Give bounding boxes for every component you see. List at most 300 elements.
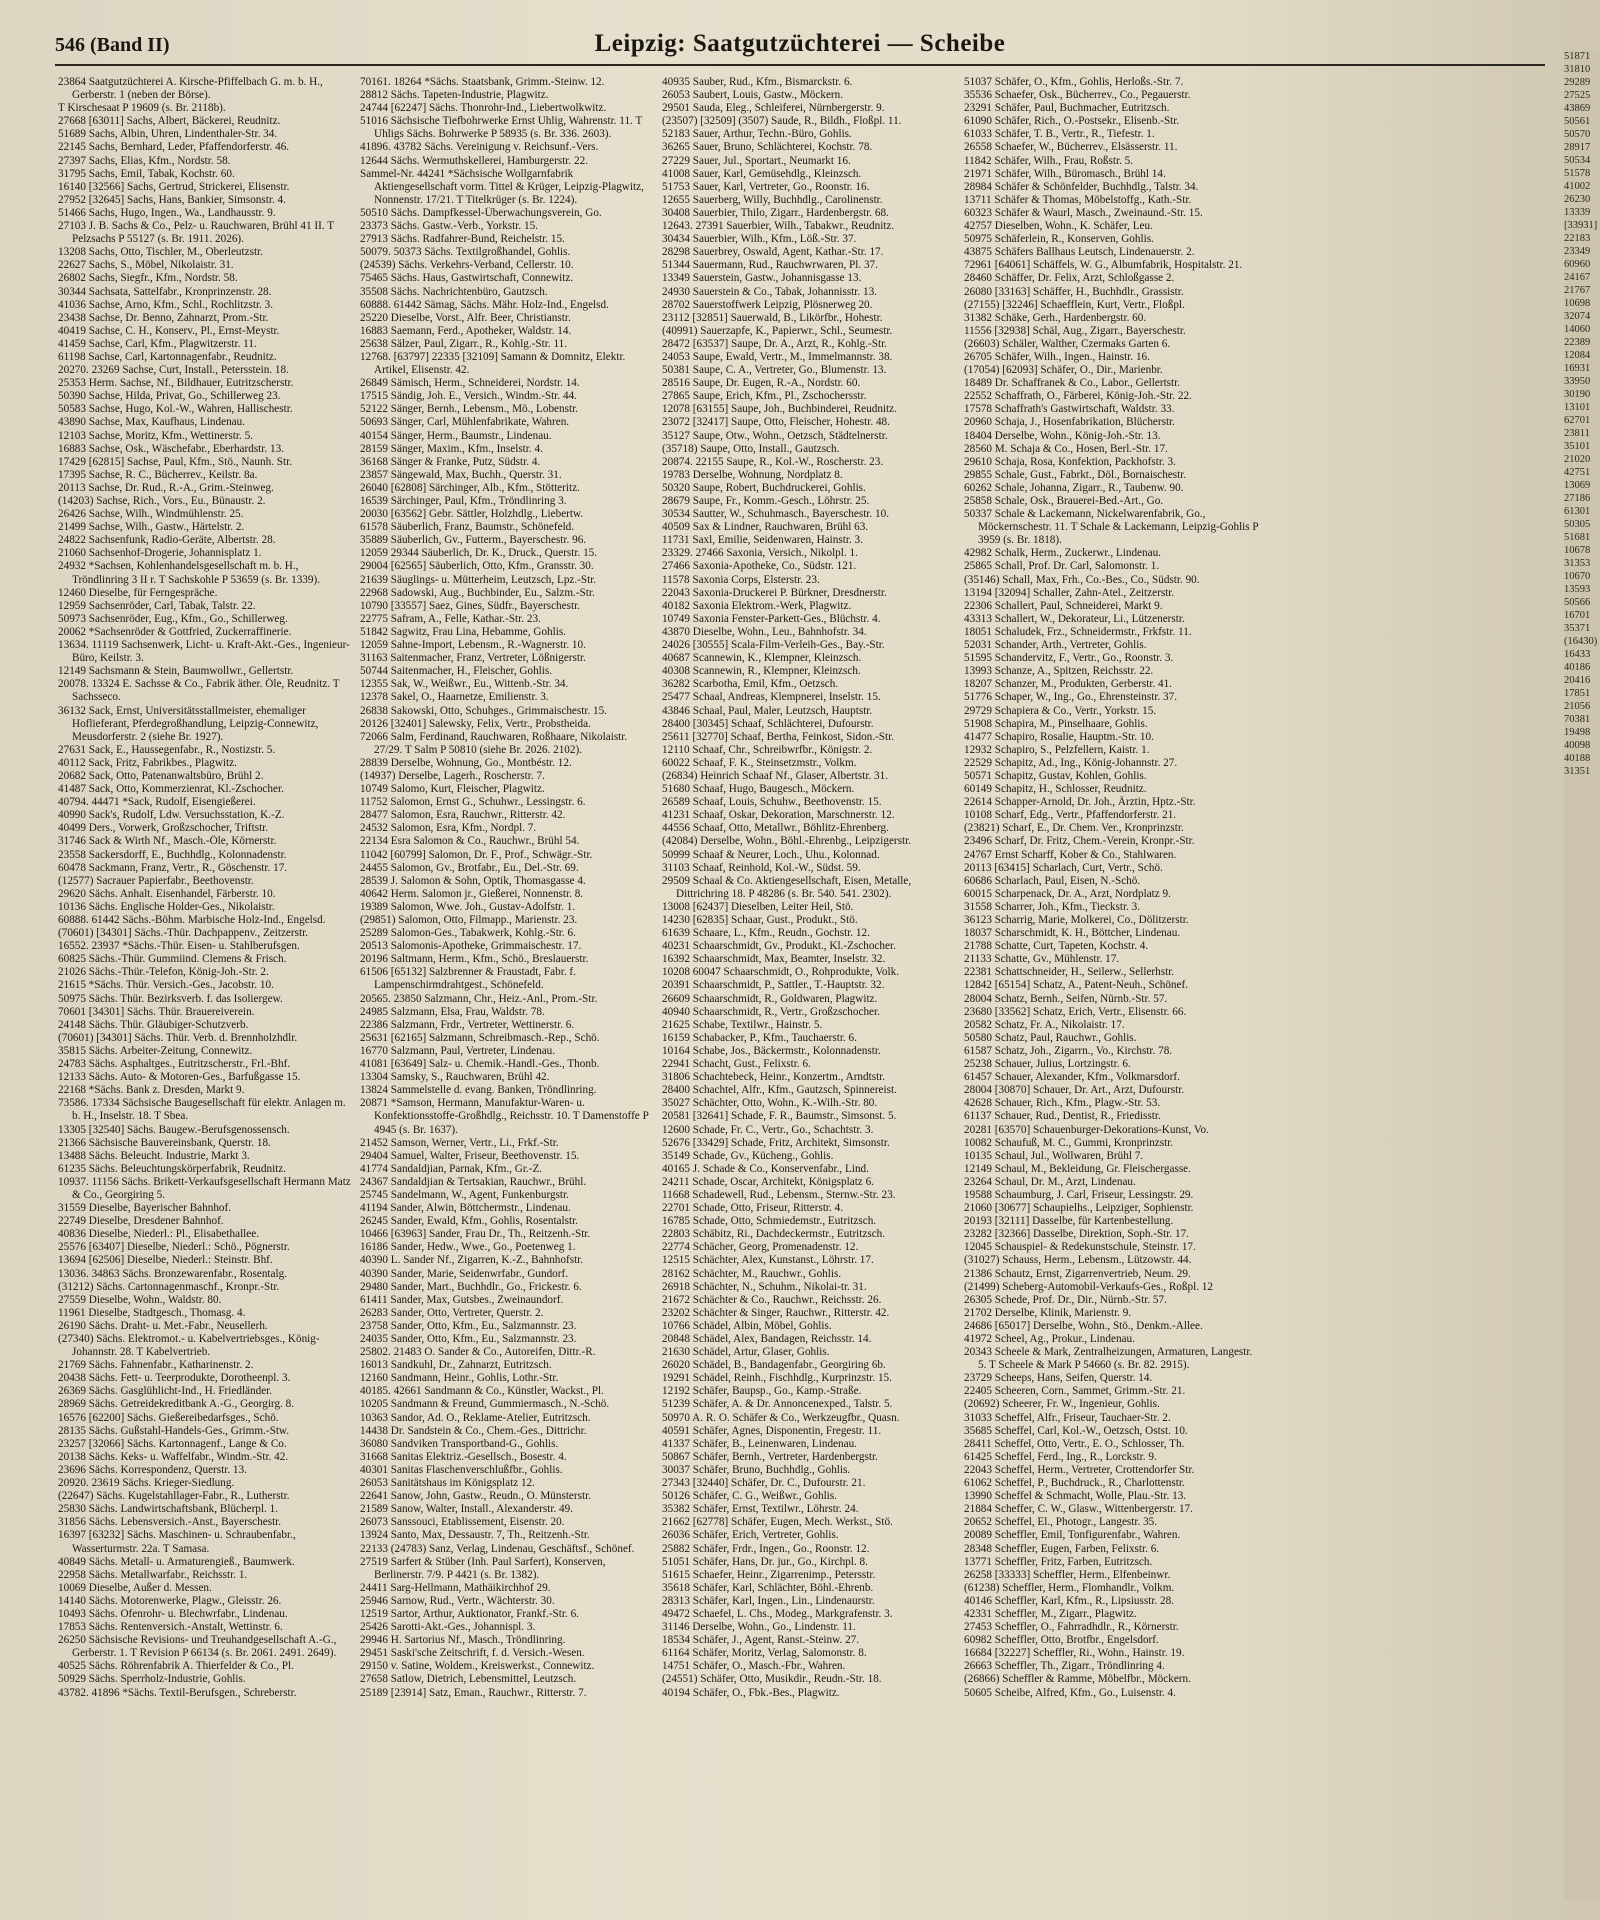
directory-entry: 10164 Schabe, Jos., Bäckermstr., Kolonnadenstr.: [662, 1044, 881, 1057]
directory-entry: 60323 Schäfer & Waurl, Masch., Zweinaund.-Str. 15.: [964, 206, 1203, 219]
margin-number: 40186: [1564, 662, 1591, 673]
directory-entry: 26053 Saubert, Louis, Gastw., Möckern.: [662, 89, 844, 102]
directory-entry: 11578 Saxonia Corps, Elsterstr. 23.: [662, 573, 820, 586]
margin-number: 19498: [1564, 727, 1591, 738]
directory-entry: 10108 Scharf, Edg., Vertr., Pfaffendorferstr. 21.: [964, 809, 1177, 822]
directory-entry: 50580 Schatz, Paul, Rauchwr., Gohlis.: [964, 1031, 1137, 1044]
directory-entry: 35889 Säuberlich, Gv., Futterm., Bayerschestr. 96.: [360, 534, 587, 547]
directory-entry: 12655 Sauerberg, Willy, Buchhdlg., Carolinenstr.: [662, 193, 883, 206]
margin-number: 23811: [1564, 428, 1590, 439]
directory-entry: 28984 Schäfer & Schönfelder, Buchhdlg., Talstr. 34.: [964, 180, 1199, 193]
directory-entry: 52183 Sauer, Arthur, Techn.-Büro, Gohlis.: [662, 128, 852, 141]
directory-entry: 41194 Sander, Alwin, Böttchermstr., Lindenau.: [360, 1202, 571, 1215]
directory-entry: 13488 Sächs. Beleucht. Industrie, Markt 3.: [58, 1149, 250, 1162]
directory-entry: 30037 Schäfer, Bruno, Buchhdlg., Gohlis.: [662, 1463, 851, 1476]
directory-entry: 18207 Schanzer, M., Produkten, Gerberstr. 41.: [964, 678, 1173, 691]
directory-entry: 26426 Sachse, Wilh., Windmühlenstr. 25.: [58, 508, 244, 521]
directory-entry: 10790 [33557] Saez, Gines, Südfr., Bayerschestr.: [360, 599, 580, 612]
directory-entry: 41008 Sauer, Karl, Gemüsehdlg., Kleinzsch.: [662, 167, 862, 180]
margin-number: 30190: [1564, 389, 1591, 400]
directory-entry: 40231 Schaarschmidt, Gv., Produkt., Kl.-Zschocher.: [662, 940, 896, 953]
directory-entry: 16883 Sachse, Osk., Wäschefabr., Eberhardstr. 13.: [58, 442, 284, 455]
directory-entry: 10766 Schädel, Albin, Möbel, Gohlis.: [662, 1319, 832, 1332]
margin-number: 29289: [1564, 77, 1591, 88]
directory-entry: 10937. 11156 Sächs. Brikett-Verkaufsgesellschaft Hermann Matz & Co., Georgiring 5.: [58, 1175, 351, 1201]
directory-entry: 28472 [63537] Saupe, Dr. A., Arzt, R., Kohlg.-Str.: [662, 337, 887, 350]
directory-entry: 25238 Schauer, Julius, Lortzingstr. 6.: [964, 1058, 1131, 1071]
directory-entry: 21662 [62778] Schäfer, Eugen, Mech. Werkst., Stö.: [662, 1516, 893, 1529]
margin-number: 35371: [1564, 623, 1591, 634]
directory-entry: 25745 Sandelmann, W., Agent, Funkenburgstr.: [360, 1188, 569, 1201]
directory-entry: 30408 Sauerbier, Thilo, Zigarr., Hardenbergstr. 68.: [662, 206, 889, 219]
margin-number: 32074: [1564, 311, 1591, 322]
directory-entry: (24551) Schäfer, Otto, Musikdir., Reudn.-Str. 18.: [662, 1673, 882, 1686]
directory-entry: 28162 Schächter, M., Rauchwr., Gohlis.: [662, 1267, 842, 1280]
margin-number: 13101: [1564, 402, 1591, 413]
directory-entry: 20270. 23269 Sachse, Curt, Install., Petersstein. 18.: [58, 364, 289, 377]
directory-entry: 11668 Schadewell, Rud., Lebensm., Sternw.-Str. 23.: [662, 1188, 896, 1201]
directory-entry: 10749 Saxonia Fenster-Parkett-Ges., Blüchstr. 4.: [662, 612, 881, 625]
directory-entry: 41896. 43782 Sächs. Vereinigung v. Reichsunf.-Vers.: [360, 141, 599, 154]
page-title: Leipzig: Saatgutzüchterei — Scheibe: [594, 30, 1006, 57]
directory-entry: 21672 Schächter & Co., Rauchwr., Reichsstr. 26.: [662, 1293, 882, 1306]
directory-entry: 24035 Sander, Otto, Kfm., Eu., Salzmannstr. 23.: [360, 1333, 577, 1345]
directory-entry: 50320 Saupe, Robert, Buchdruckerei, Gohlis.: [662, 481, 866, 494]
directory-entry: 26190 Sächs. Draht- u. Met.-Fabr., Neusellerh.: [58, 1319, 268, 1332]
margin-number: 50566: [1564, 597, 1591, 608]
directory-entry: 26369 Sächs. Gasglühlicht-Ind., H. Friedländer.: [58, 1385, 273, 1398]
directory-entry: 51037 Schäfer, O., Kfm., Gohlis, Herloßs.-Str. 7.: [964, 76, 1184, 88]
directory-entry: 26245 Sander, Ewald, Kfm., Gohlis, Rosentalstr.: [360, 1215, 578, 1228]
directory-entry: 50744 Saitenmacher, H., Fleischer, Gohlis.: [360, 665, 553, 678]
margin-number: 26230: [1564, 194, 1591, 205]
directory-entry: 31103 Schaaf, Reinhold, Kol.-W., Südst. 59.: [662, 861, 861, 874]
directory-entry: 13694 [62506] Dieselbe, Niederl.: Steinstr. Bhf.: [58, 1254, 273, 1267]
directory-entry: 10136 Sächs. Englische Holder-Ges., Nikolaistr.: [58, 900, 275, 913]
directory-entry: 10466 [63963] Sander, Frau Dr., Th., Reitzenh.-Str.: [360, 1228, 591, 1241]
directory-entry: 13349 Sauerstein, Gastw., Johannisgasse 13.: [662, 272, 862, 285]
directory-entry: 40301 Sanitas Flaschenverschlußfbr., Gohlis.: [360, 1463, 563, 1476]
directory-entry: 13993 Schanze, A., Spitzen, Reichsstr. 22.: [964, 665, 1154, 678]
directory-entry: (24539) Sächs. Verkehrs-Verband, Cellerstr. 10.: [360, 259, 574, 272]
directory-entry: 51595 Schandervitz, F., Vertr., Go., Roonstr. 3.: [964, 652, 1174, 665]
directory-entry: 29729 Schapiera & Co., Vertr., Yorkstr. 15.: [964, 704, 1157, 717]
directory-entry: 35815 Sächs. Arbeiter-Zeitung, Connewitz.: [58, 1044, 253, 1057]
directory-entry: 12045 Schauspiel- & Redekunstschule, Steinstr. 17.: [964, 1241, 1196, 1254]
directory-entry: 11042 [60799] Salomon, Dr. F., Prof., Schwägr.-Str.: [360, 848, 593, 861]
directory-entry: 22749 Dieselbe, Dresdener Bahnhof.: [58, 1215, 224, 1228]
directory-entry: 27466 Saxonia-Apotheke, Co., Südstr. 121.: [662, 560, 857, 573]
directory-entry: 21452 Samson, Werner, Vertr., Li., Frkf.-Str.: [360, 1136, 559, 1149]
directory-entry: 19588 Schaumburg, J. Carl, Friseur, Lessingstr. 29.: [964, 1188, 1194, 1201]
directory-entry: 51051 Schäfer, Hans, Dr. jur., Go., Kirchpl. 8.: [662, 1555, 868, 1568]
directory-entry: 51842 Sagwitz, Frau Lina, Hebamme, Gohlis.: [360, 625, 567, 638]
directory-entry: 23282 [32366] Dasselbe, Direktion, Soph.-Str. 17.: [964, 1228, 1189, 1241]
directory-entry: 22134 Esra Salomon & Co., Rauchwr., Brühl 54.: [360, 835, 580, 848]
adjacent-page-edge: [1564, 50, 1600, 1900]
margin-number: 10670: [1564, 571, 1591, 582]
directory-entry: 23696 Sächs. Korrespondenz, Querstr. 13.: [58, 1463, 247, 1476]
directory-entry: 40165 J. Schade & Co., Konservenfabr., Lind.: [662, 1162, 869, 1175]
directory-entry: 12643. 27391 Sauerbier, Wilh., Tabakwr., Reudnitz.: [662, 220, 895, 233]
directory-entry: 10205 Sandmann & Freund, Gummiermasch., N.-Schö.: [360, 1398, 610, 1411]
directory-entry: 43870 Dieselbe, Wohn., Leu., Bahnhofstr. 34.: [662, 625, 867, 638]
directory-entry: 10082 Schaufuß, M. C., Gummi, Kronprinzstr.: [964, 1136, 1174, 1149]
page-number: 546 (Band II): [55, 34, 170, 56]
directory-entry: 23758 Sander, Otto, Kfm., Eu., Salzmannstr. 23.: [360, 1319, 577, 1332]
directory-entry: 23558 Sackersdorff, E., Buchhdlg., Kolonnadenstr.: [58, 848, 287, 861]
directory-entry: 12133 Sächs. Auto- & Motoren-Ges., Barfußgasse 15.: [58, 1071, 301, 1084]
directory-entry: 40642 Herm. Salomon jr., Gießerei, Nonnenstr. 8.: [360, 887, 584, 900]
directory-entry: 40499 Ders., Vorwerk, Großzschocher, Triftstr.: [58, 822, 269, 835]
directory-entry: 25631 [62165] Salzmann, Schreibmasch.-Rep., Schö.: [360, 1031, 600, 1044]
directory-entry: 30534 Sautter, W., Schuhmasch., Bayerschestr. 10.: [662, 508, 889, 521]
directory-entry: 24822 Sachsenfunk, Radio-Geräte, Albertstr. 28.: [58, 534, 276, 547]
directory-entry: 28516 Saupe, Dr. Eugen, R.-A., Nordstr. 60.: [662, 377, 861, 390]
directory-entry: 26558 Schaefer, W., Bücherrev., Elsässerstr. 11.: [964, 141, 1178, 154]
directory-entry: 14438 Dr. Sandstein & Co., Chem.-Ges., Dittrichr.: [360, 1424, 587, 1437]
directory-entry: 10208 60047 Schaarschmidt, O., Rohprodukte, Volk.: [662, 966, 899, 979]
directory-entry: 28460 Schäffer, Dr. Felix, Arzt, Schloßgasse 2.: [964, 272, 1175, 285]
directory-entry: 28159 Sänger, Maxim., Kfm., Inselstr. 4.: [360, 442, 543, 455]
directory-entry: 18489 Dr. Schaffranek & Co., Labor., Gellertstr.: [964, 377, 1181, 390]
margin-number: 10678: [1564, 545, 1591, 556]
directory-entry: 25830 Sächs. Landwirtschaftsbank, Blücherpl. 1.: [58, 1503, 278, 1516]
directory-entry: 13008 [62437] Dieselben, Leiter Heil, Stö.: [662, 900, 854, 913]
directory-entry: (27155) [32246] Schaefflein, Kurt, Vertr., Floßpl.: [964, 298, 1185, 311]
directory-entry: 40509 Sax & Lindner, Rauchwaren, Brühl 63.: [662, 521, 869, 534]
directory-entry: 22958 Sächs. Metallwarfabr., Reichsstr. 1.: [58, 1568, 248, 1581]
directory-entry: 40390 L. Sander Nf., Zigarren, K.-Z., Bahnhofstr.: [360, 1254, 584, 1267]
directory-entry: 50079. 50373 Sächs. Textilgroßhandel, Gohlis.: [360, 246, 571, 259]
directory-entry: 23729 Scheeps, Hans, Seifen, Querstr. 14.: [964, 1372, 1153, 1385]
directory-entry: 16159 Schabacker, P., Kfm., Tauchaerstr. 6.: [662, 1031, 857, 1044]
margin-number: 24167: [1564, 272, 1591, 283]
directory-entry: 28313 Schäfer, Karl, Ingen., Lin., Lindenaurstr.: [662, 1594, 875, 1607]
directory-entry: 12355 Sak, W., Weißwr., Eu., Wittenb.-Str. 34.: [360, 678, 569, 691]
directory-entry: 16397 [63232] Sächs. Maschinen- u. Schraubenfabr., Wasserturmstr. 22a. T Samasa.: [58, 1529, 296, 1555]
directory-entry: 22145 Sachs, Bernhard, Leder, Pfaffendorferstr. 46.: [58, 141, 290, 154]
margin-number: 41002: [1564, 181, 1591, 192]
directory-entry: 29451 Saski'sche Zeitschrift, f. d. Versich.-Wesen.: [360, 1647, 585, 1660]
directory-entry: 70601 [34301] Sächs. Thür. Brauereiverein.: [58, 1005, 255, 1018]
directory-entry: (27340) Sächs. Elektromot.- u. Kabelvertriebsges., König-Johannstr. 28. T Kabelvertrieb.: [58, 1333, 320, 1359]
directory-entry: 28298 Sauerbrey, Oswald, Agent, Kathar.-Str. 17.: [662, 246, 884, 259]
directory-entry: 11731 Saxl, Emilie, Seidenwaren, Hainstr. 3.: [662, 534, 863, 547]
directory-entry: 28400 [30345] Schaaf, Schlächterei, Dufourstr.: [662, 717, 874, 730]
directory-entry: 11556 [32938] Schäl, Aug., Zigarr., Bayerschestr.: [964, 324, 1186, 337]
margin-number: 51681: [1564, 532, 1591, 543]
directory-entry: 44556 Schaaf, Otto, Metallwr., Böhlitz-Ehrenberg.: [662, 822, 889, 835]
directory-entry: 22941 Schacht, Gust., Felixstr. 6.: [662, 1058, 811, 1071]
directory-entry: 24744 [62247] Sächs. Thonrohr-Ind., Liebertwolkwitz.: [360, 102, 607, 115]
directory-entry: 51776 Schaper, W., Ing., Go., Ehrensteinstr. 37.: [964, 691, 1178, 704]
directory-entry: 40687 Scannewin, K., Klempner, Kleinzsch.: [662, 652, 862, 665]
directory-entry: 24767 Ernst Scharff, Kober & Co., Stahlwaren.: [964, 848, 1177, 861]
directory-entry: 27668 [63011] Sachs, Albert, Bäckerei, Reudnitz.: [58, 115, 281, 128]
directory-entry: 61235 Sächs. Beleuchtungskörperfabrik, Reudnitz.: [58, 1162, 287, 1175]
directory-entry: 28400 Schachtel, Alfr., Kfm., Gautzsch, Spinnereist.: [662, 1084, 897, 1097]
directory-entry: 52122 Sänger, Bernh., Lebensm., Mö., Lobenstr.: [360, 403, 578, 416]
directory-entry: 41231 Schaaf, Oskar, Dekoration, Marschnerstr. 12.: [662, 809, 895, 822]
directory-entry: 21366 Sächsische Bauvereinsbank, Querstr. 18.: [58, 1136, 271, 1149]
directory-entry: 50583 Sachse, Hugo, Kol.-W., Wahren, Hallischestr.: [58, 403, 293, 416]
directory-entry: 60825 Sächs.-Thür. Gummiind. Clemens & Frisch.: [58, 953, 287, 966]
directory-entry: 23112 [32851] Sauerwald, B., Likörfbr., Hohestr.: [662, 311, 883, 324]
directory-entry: 21702 Derselbe, Klinik, Marienstr. 9.: [964, 1306, 1132, 1319]
directory-entry: 26609 Schaarschmidt, R., Goldwaren, Plagwitz.: [662, 992, 878, 1005]
directory-entry: 12519 Sartor, Arthur, Auktionator, Frankf.-Str. 6.: [360, 1607, 579, 1620]
directory-entry: 51344 Sauermann, Rud., Rauchwrwaren, Pl. 37.: [662, 259, 878, 272]
directory-entry: 12160 Sandmann, Heinr., Gohlis, Lothr.-Str.: [360, 1372, 559, 1385]
margin-number: 21056: [1564, 701, 1591, 712]
directory-entry: 12149 Sachsmann & Stein, Baumwollwr., Gellertstr.: [58, 665, 294, 678]
directory-entry: 26073 Sanssouci, Etablissement, Eisenstr. 20.: [360, 1516, 565, 1529]
directory-entry: 41477 Schapiro, Rosalie, Hauptm.-Str. 10.: [964, 730, 1154, 743]
directory-entry: 22775 Safram, A., Felle, Kathar.-Str. 23.: [360, 612, 541, 625]
directory-entry: 26705 Schäfer, Wilh., Ingen., Hainstr. 16.: [964, 350, 1150, 363]
directory-entry: 26283 Sander, Otto, Vertreter, Querstr. 2.: [360, 1306, 544, 1319]
directory-entry: 50381 Saupe, C. A., Vertreter, Go., Blumenstr. 13.: [662, 364, 887, 377]
directory-entry: 20513 Salomonis-Apotheke, Grimmaischestr. 17.: [360, 940, 582, 953]
directory-entry: 25882 Schäfer, Frdr., Ingen., Go., Roonstr. 12.: [662, 1542, 870, 1555]
directory-entry: 22381 Schattschneider, H., Seilerw., Sellerhstr.: [964, 966, 1175, 979]
directory-entry: 27397 Sachs, Elias, Kfm., Nordstr. 58.: [58, 154, 231, 167]
directory-entry: 26802 Sachs, Siegfr., Kfm., Nordstr. 58.: [58, 272, 238, 285]
margin-number: 27186: [1564, 493, 1591, 504]
directory-entry: 41459 Sachse, Carl, Kfm., Plagwitzerstr. 11.: [58, 337, 257, 350]
directory-entry: 40935 Sauber, Rud., Kfm., Bismarckstr. 6.: [662, 76, 853, 88]
directory-entry: (31212) Sächs. Cartonnagenmaschf., Kronpr.-Str.: [58, 1280, 280, 1293]
directory-entry: 31382 Schäke, Gerh., Hardenbergstr. 60.: [964, 311, 1147, 324]
directory-entry: 27229 Sauer, Jul., Sportart., Neumarkt 16.: [662, 154, 851, 167]
directory-entry: 25638 Sälzer, Paul, Zigarr., R., Kohlg.-Str. 11.: [360, 337, 568, 350]
directory-entry: 21615 *Sächs. Thür. Versich.-Ges., Jacobstr. 10.: [58, 979, 274, 992]
directory-entry: 10069 Dieselbe, Außer d. Messen.: [58, 1581, 212, 1594]
directory-entry: 50693 Sänger, Carl, Mühlenfabrikate, Wahren.: [360, 416, 570, 429]
directory-entry: 29509 Schaal & Co. Aktiengesellschaft, Eisen, Metalle, Dittrichring 18. P 48286 (s. Br. 540. 541. 2302).: [662, 874, 912, 900]
margin-number: 16433: [1564, 649, 1591, 660]
directory-column-2: [360, 76, 656, 1908]
directory-entry: 20196 Saltmann, Herm., Kfm., Schö., Breslauerstr.: [360, 953, 589, 966]
directory-entry: 26250 Sächsische Revisions- und Treuhandgesellschaft A.-G., Gerberstr. 1. T Revision P 66134 (s. Br. 2061. 2491. 2649).: [58, 1634, 337, 1660]
margin-number: 28917: [1564, 142, 1591, 153]
directory-entry: 25611 [32770] Schaaf, Bertha, Feinkost, Sidon.-Str.: [662, 730, 895, 743]
directory-entry: 16770 Salzmann, Paul, Vertreter, Lindenau.: [360, 1044, 556, 1057]
margin-number: 42751: [1564, 467, 1591, 478]
directory-entry: 50605 Scheibe, Alfred, Kfm., Go., Luisenstr. 4.: [964, 1686, 1176, 1699]
directory-entry: 17853 Sächs. Rentenversich.-Anstalt, Wettinstr. 6.: [58, 1621, 283, 1634]
directory-entry: 28679 Saupe, Fr., Komm.-Gesch., Löhrstr. 25.: [662, 495, 870, 507]
directory-entry: 20871 *Samson, Hermann, Manufaktur-Waren- u. Konfektionsstoffe-Großhdlg., Reichsstr. 10. T Damenstoffe P 4945 (s. Br. 1637).: [360, 1097, 649, 1136]
directory-entry: (29851) Salomon, Otto, Filmapp., Marienstr. 23.: [360, 914, 578, 926]
directory-entry: 12842 [65154] Schatz, A., Patent-Neuh., Schönef.: [964, 979, 1189, 992]
directory-entry: 16140 [32566] Sachs, Gertrud, Strickerei, Elisenstr.: [58, 180, 290, 193]
directory-entry: 43846 Schaal, Paul, Maler, Leutzsch, Hauptstr.: [662, 704, 873, 717]
directory-entry: 23857 Sängewald, Max, Buchh., Querstr. 31.: [360, 468, 562, 481]
directory-entry: 26589 Schaaf, Louis, Schuhw., Beethovenstr. 15.: [662, 796, 882, 809]
directory-entry: 22405 Scheeren, Corn., Sammet, Grimm.-Str. 21.: [964, 1385, 1186, 1398]
directory-entry: 61164 Schäfer, Moritz, Verlag, Salomonstr. 8.: [662, 1647, 867, 1660]
directory-entry: (35718) Saupe, Otto, Install., Gautzsch.: [662, 442, 840, 455]
directory-entry: 61062 Scheffel, P., Buchdruck., R., Charlottenstr.: [964, 1477, 1185, 1490]
directory-entry: 61587 Schatz, Joh., Zigarrn., Vo., Kirchstr. 78.: [964, 1044, 1173, 1057]
directory-entry: 16539 Särchinger, Paul, Kfm., Tröndlinring 3.: [360, 495, 567, 507]
directory-entry: 40849 Sächs. Metall- u. Armaturengieß., Baumwerk.: [58, 1555, 295, 1568]
directory-entry: 16392 Schaarschmidt, Max, Beamter, Inselstr. 32.: [662, 953, 886, 966]
directory-entry: 24783 Sächs. Asphaltges., Eutritzscherstr., Frl.-Bhf.: [58, 1058, 291, 1071]
directory-entry: 72961 [64061] Schäffels, W. G., Albumfabrik, Hospitalstr. 21.: [964, 259, 1243, 272]
directory-entry: (26834) Heinrich Schaaf Nf., Glaser, Albertstr. 31.: [662, 769, 889, 782]
directory-entry: 31559 Dieselbe, Bayerischer Bahnhof.: [58, 1202, 232, 1215]
directory-entry: (23507) [32509] (3507) Saude, R., Bildh., Floßpl. 11.: [662, 115, 902, 128]
directory-entry: 35382 Schäfer, Ernst, Textilwr., Löhrstr. 24.: [662, 1503, 859, 1516]
directory-entry: 14230 [62835] Schaar, Gust., Produkt., Stö.: [662, 914, 858, 926]
directory-entry: 52676 [33429] Schade, Fritz, Architekt, Simsonstr.: [662, 1136, 890, 1149]
directory-entry: 25353 Herm. Sachse, Nf., Bildhauer, Eutritzscherstr.: [58, 377, 294, 390]
directory-entry: 60022 Schaaf, F. K., Steinsetzmstr., Volkm.: [662, 756, 857, 769]
directory-entry: 20582 Schatz, Fr. A., Nikolaistr. 17.: [964, 1018, 1125, 1031]
directory-entry: 16013 Sandkuhl, Dr., Zahnarzt, Eutritzsch.: [360, 1359, 552, 1372]
directory-entry: 25477 Schaal, Andreas, Klempnerei, Inselstr. 15.: [662, 691, 881, 704]
directory-entry: 24411 Sarg-Hellmann, Mathäikirchhof 29.: [360, 1581, 551, 1594]
directory-entry: 18534 Schäfer, J., Agent, Ranst.-Steinw. 27.: [662, 1634, 860, 1647]
margin-number: 70381: [1564, 714, 1591, 725]
directory-entry: 35149 Schade, Gv., Kücheng., Gohlis.: [662, 1149, 834, 1162]
directory-entry: 19389 Salomon, Wwe. Joh., Gustav-Adolfstr. 1.: [360, 900, 576, 913]
directory-entry: (70601) [34301] Sächs. Thür. Verb. d. Brennholzhdlr.: [58, 1031, 298, 1044]
directory-entry: 20874. 22155 Saupe, R., Kol.-W., Roscherstr. 23.: [662, 455, 884, 468]
margin-number: 16931: [1564, 363, 1591, 374]
directory-entry: 21133 Schatte, Gv., Mühlenstr. 17.: [964, 953, 1120, 966]
directory-entry: (42084) Derselbe, Wohn., Böhl.-Ehrenbg., Leipzigerstr.: [662, 835, 911, 848]
directory-entry: 31746 Sack & Wirth Nf., Masch.-Öle, Körnerstr.: [58, 835, 277, 848]
directory-entry: 28812 Sächs. Tapeten-Industrie, Plagwitz.: [360, 89, 549, 102]
margin-number: 14060: [1564, 324, 1591, 335]
directory-entry: 29150 v. Satine, Woldem., Kreiswerkst., Connewitz.: [360, 1660, 595, 1673]
directory-entry: 20848 Schädel, Alex, Bandagen, Reichsstr. 14.: [662, 1333, 872, 1345]
directory-entry: 21499 Sachse, Wilh., Gastw., Härtelstr. 2.: [58, 521, 245, 534]
directory-entry: 26036 Schäfer, Erich, Vertreter, Gohlis.: [662, 1529, 839, 1542]
directory-entry: 36132 Sack, Ernst, Universitätsstallmeister, ehemaliger Hoflieferant, Pferdegroßhandlung, Leipzig-Connewitz, Meusdorferstr. 2 (siehe Br. 1927).: [58, 704, 319, 743]
directory-entry: 27559 Dieselbe, Wohn., Waldstr. 80.: [58, 1293, 222, 1306]
directory-entry: 27519 Sarfert & Stüber (Inh. Paul Sarfert), Konserven, Berlinerstr. 7/9. P 4421 (s. Br. 1382).: [360, 1555, 606, 1581]
directory-entry: 13990 Scheffel & Schmacht, Wolle, Plau.-Str. 13.: [964, 1490, 1187, 1503]
directory-entry: 21060 [30677] Schaupielhs., Leipziger, Sophienstr.: [964, 1202, 1194, 1215]
margin-number: 21767: [1564, 285, 1591, 296]
directory-entry: 25858 Schale, Osk., Brauerei-Bed.-Art., Go.: [964, 495, 1164, 507]
margin-number: 31353: [1564, 558, 1591, 569]
directory-entry: 12515 Schächter, Alex, Kunstanst., Löhrstr. 17.: [662, 1254, 874, 1267]
directory-entry: 13036. 34863 Sächs. Bronzewarenfabr., Rosentalg.: [58, 1267, 287, 1280]
directory-entry: 61506 [65132] Salzbrenner & Fraustadt, Fabr. f. Lampenschirmdrahtgest., Schönefeld.: [360, 966, 576, 992]
directory-entry: 22306 Schallert, Paul, Schneiderei, Markt 9.: [964, 599, 1163, 612]
directory-entry: 20062 *Sachsenröder & Gottfried, Zuckerraffinerie.: [58, 625, 292, 638]
directory-entry: 24211 Schade, Oscar, Architekt, Königsplatz 6.: [662, 1175, 874, 1188]
margin-number: 50534: [1564, 155, 1591, 166]
directory-entry: 26305 Schede, Prof. Dr., Dir., Nürnb.-Str. 57.: [964, 1293, 1167, 1306]
directory-entry: 27865 Saupe, Erich, Kfm., Pl., Zschochersstr.: [662, 390, 867, 403]
directory-entry: 31795 Sachs, Emil, Tabak, Kochstr. 60.: [58, 167, 235, 180]
margin-number: 21020: [1564, 454, 1591, 465]
directory-entry: 43890 Sachse, Max, Kaufhaus, Lindenau.: [58, 416, 246, 429]
directory-entry: 49472 Schaefel, L. Chs., Modeg., Markgrafenstr. 3.: [662, 1607, 893, 1620]
directory-entry: 28411 Scheffel, Otto, Vertr., E. O., Schlosser, Th.: [964, 1437, 1185, 1450]
directory-entry: 22043 Saxonia-Druckerei P. Bürkner, Dresdnerstr.: [662, 586, 887, 599]
directory-entry: 50867 Schäfer, Bernh., Vertreter, Hardenbergstr.: [662, 1450, 878, 1463]
page-header: [55, 30, 1545, 66]
directory-entry: (14937) Derselbe, Lagerh., Roscherstr. 7.: [360, 769, 545, 782]
margin-number: 20416: [1564, 675, 1591, 686]
directory-entry: 25289 Salomon-Ges., Tabakwerk, Kohlg.-Str. 6.: [360, 927, 576, 940]
margin-number: (16430): [1564, 636, 1598, 647]
margin-number: 22389: [1564, 337, 1591, 348]
margin-number: 17851: [1564, 688, 1591, 699]
directory-entry: 50973 Sachsenröder, Eug., Kfm., Go., Schillerweg.: [58, 612, 288, 625]
directory-entry: 12959 Sachsenröder, Carl, Tabak, Talstr. 22.: [58, 599, 256, 612]
directory-entry: 35027 Schächter, Otto, Wohn., K.-Wilh.-Str. 80.: [662, 1097, 878, 1110]
directory-entry: 24686 [65017] Derselbe, Wohn., Stö., Denkm.-Allee.: [964, 1319, 1203, 1332]
directory-entry: 23291 Schäfer, Paul, Buchmacher, Eutritzsch.: [964, 102, 1170, 115]
directory-entry: 20113 [63415] Scharlach, Curt, Vertr., Schö.: [964, 861, 1163, 874]
directory-entry: 25946 Sarnow, Rud., Vertr., Wächterstr. 30.: [360, 1594, 555, 1607]
directory-entry: 50999 Schaaf & Neurer, Loch., Uhu., Kolonnad.: [662, 848, 880, 861]
directory-entry: 50390 Sachse, Hilda, Privat, Go., Schillerweg 23.: [58, 390, 281, 403]
directory-entry: 22803 Schäbitz, Ri., Dachdeckermstr., Eutritzsch.: [662, 1228, 886, 1241]
directory-entry: 26258 [33333] Scheffler, Herm., Elfenbeinwr.: [964, 1568, 1171, 1581]
directory-entry: 23257 [32066] Sächs. Kartonnagenf., Lange & Co.: [58, 1437, 287, 1450]
directory-entry: (31027) Schauss, Herm., Lebensm., Lützowstr. 44.: [964, 1254, 1192, 1267]
directory-entry: 10749 Salomo, Kurt, Fleischer, Plagwitz.: [360, 783, 545, 796]
directory-entry: 14751 Schäfer, O., Masch.-Fbr., Wahren.: [662, 1660, 846, 1673]
directory-entry: 23680 [33562] Schatz, Erich, Vertr., Elisenstr. 66.: [964, 1005, 1187, 1018]
directory-entry: 24367 Sandaldjian & Tertsakian, Rauchwr., Brühl.: [360, 1175, 587, 1188]
directory-entry: 60888. 61442 Sächs.-Böhm. Marbische Holz-Ind., Engelsd.: [58, 914, 326, 926]
directory-entry: 60262 Schale, Johanna, Zigarr., R., Taubenw. 90.: [964, 481, 1184, 494]
directory-entry: (21499) Scheberg-Automobil-Verkaufs-Ges., Roßpl. 12: [964, 1280, 1213, 1293]
directory-entry: 20089 Scheffler, Emil, Tonfigurenfabr., Wahren.: [964, 1529, 1181, 1542]
directory-entry: 20581 [32641] Schade, F. R., Baumstr., Simsonst. 5.: [662, 1110, 897, 1123]
directory-entry: 21788 Schatte, Curt, Tapeten, Kochstr. 4.: [964, 940, 1149, 953]
directory-entry: 24532 Salomon, Esra, Kfm., Nordpl. 7.: [360, 822, 537, 835]
directory-entry: 40836 Dieselbe, Niederl.: Pl., Elisabethallee.: [58, 1228, 260, 1241]
directory-entry: 20960 Schaja, J., Hosenfabrikation, Blücherstr.: [964, 416, 1175, 429]
directory-entry: (40991) Sauerzapfe, K., Papierwr., Schl., Seumestr.: [662, 324, 893, 337]
directory-entry: 23438 Sachse, Dr. Benno, Zahnarzt, Prom.-Str.: [58, 311, 269, 324]
directory-entry: 40185. 42661 Sandmann & Co., Künstler, Wackst., Pl.: [360, 1385, 604, 1398]
margin-number: 51578: [1564, 168, 1591, 179]
directory-entry: 50975 Sächs. Thür. Bezirksverb. f. das Isoliergew.: [58, 992, 283, 1005]
directory-entry: 43313 Schallert, W., Dekorateur, Li., Lützenerstr.: [964, 612, 1185, 625]
directory-entry: 11752 Salomon, Ernst G., Schuhwr., Lessingstr. 6.: [360, 796, 586, 809]
directory-entry: 28969 Sächs. Getreidekreditbank A.-G., Georgirg. 8.: [58, 1398, 295, 1411]
directory-entry: 23072 [32417] Saupe, Otto, Fleischer, Hohestr. 48.: [662, 416, 890, 429]
directory-entry: 13771 Scheffler, Fritz, Farben, Eutritzsch.: [964, 1555, 1153, 1568]
directory-entry: 24026 [30555] Scala-Film-Verleih-Ges., Bay.-Str.: [662, 639, 885, 652]
directory-entry: 36265 Sauer, Bruno, Schlächterei, Kochstr. 78.: [662, 141, 873, 154]
directory-entry: 20565. 23850 Salzmann, Chr., Heiz.-Anl., Prom.-Str.: [360, 992, 598, 1005]
directory-entry: 41972 Scheel, Ag., Prokur., Lindenau.: [964, 1333, 1135, 1345]
directory-entry: (20692) Scheerer, Fr. W., Ingenieur, Gohlis.: [964, 1398, 1160, 1411]
directory-entry: 22133 (24783) Sanz, Verlag, Lindenau, Geschäftsf., Schönef.: [360, 1542, 635, 1555]
directory-entry: 31558 Scharrer, Joh., Kfm., Tieckstr. 3.: [964, 900, 1141, 913]
directory-entry: 40146 Scheffler, Karl, Kfm., R., Lipsiusstr. 28.: [964, 1594, 1175, 1607]
directory-entry: 61457 Schauer, Alexander, Kfm., Volkmarsdorf.: [964, 1071, 1180, 1084]
directory-entry: 23202 Schächter & Singer, Rauchwr., Ritterstr. 42.: [662, 1306, 890, 1319]
directory-entry: 14140 Sächs. Motorenwerke, Plagw., Gleisstr. 26.: [58, 1594, 282, 1607]
directory-entry: 16552. 23937 *Sächs.-Thür. Eisen- u. Stahlberufsgen.: [58, 940, 300, 953]
directory-entry: 60686 Scharlach, Paul, Eisen, N.-Schö.: [964, 874, 1141, 887]
